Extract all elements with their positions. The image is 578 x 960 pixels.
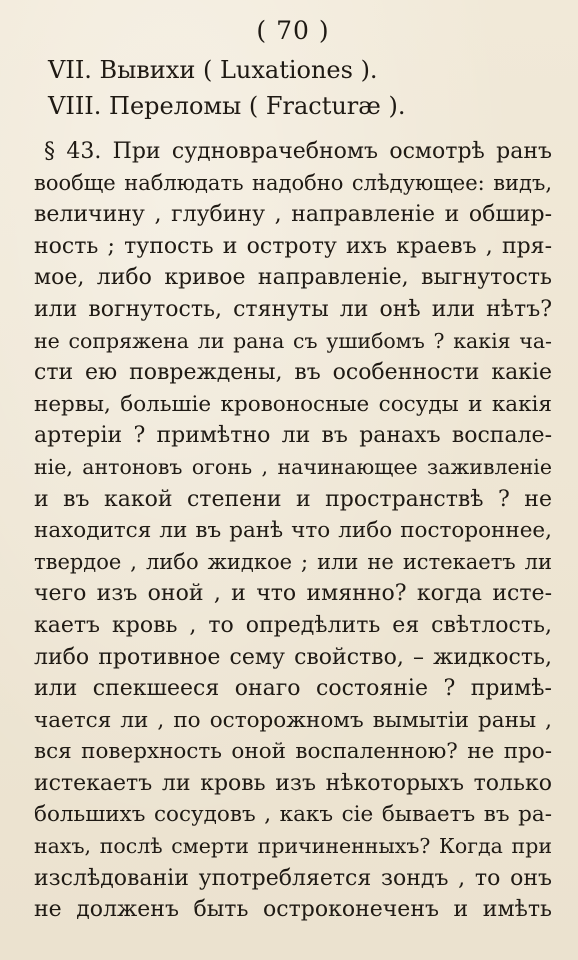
body-text [34,136,552,926]
text-line: нахъ, послѣ смерти причиненныхъ? Когда при [34,834,552,859]
text-line: или спекшееся онаго состояніе ? примѣ- [34,676,552,702]
text-line: вообще наблюдать надобно слѣдующее: видъ, [34,170,552,195]
text-line: не долженъ быть остроконеченъ и имѣть [34,897,552,923]
text-line: ность ; тупость и остроту ихъ краевъ , пря- [34,233,552,259]
text-line: нервы, большіе кровоносные сосуды и какія [34,391,552,417]
text-line: артеріи ? примѣтно ли въ ранахъ воспале- [34,423,552,449]
text-line: или вогнутость, стянуты ли онѣ или нѣтъ? [34,296,552,322]
text-line: чего изъ оной , и что имянно? когда исте- [34,581,552,607]
text-line: большихъ сосудовъ , какъ сіе бываетъ въ ра- [34,802,552,828]
text-line: величину , глубину , направленіе и обшир- [34,202,552,228]
text-line: чается ли , по осторожномъ вымытіи раны , [34,707,552,733]
text-line: изслѣдованіи употребляется зондъ , то онъ [34,865,552,891]
text-line: не сопряжена ли рана съ ушибомъ ? какія ча- [34,328,552,353]
text-line: вся поверхность оной воспаленною? не про- [34,739,552,765]
text-line: каетъ кровь , то опредѣлить ея свѣтлость, [34,612,552,638]
text-line: § 43. При судноврачебномъ осмотрѣ ранъ [44,139,552,164]
page-number: ( 70 ) [256,16,330,45]
text-line: сти ею повреждены, въ особенности какіе [34,360,552,386]
section-heading-vii: VII. Вывихи ( Luxationes ). [48,56,378,84]
text-line: ніе, антоновъ огонь , начинающее заживленіе [34,454,552,479]
text-line: мое, либо кривое направленіе, выгнутость [34,265,552,291]
text-line: твердое , либо жидкое ; или не истекаетъ ли [34,549,552,574]
section-heading-viii: VIII. Переломы ( Fracturæ ). [48,92,406,120]
text-line: истекаетъ ли кровь изъ нѣкоторыхъ только [34,770,552,796]
text-line: находится ли въ ранѣ что либо постороннее, [34,518,552,544]
text-line: либо противное сему свойство, – жидкость, [34,644,552,670]
text-line: и въ какой степени и пространствѣ ? не [34,486,552,512]
